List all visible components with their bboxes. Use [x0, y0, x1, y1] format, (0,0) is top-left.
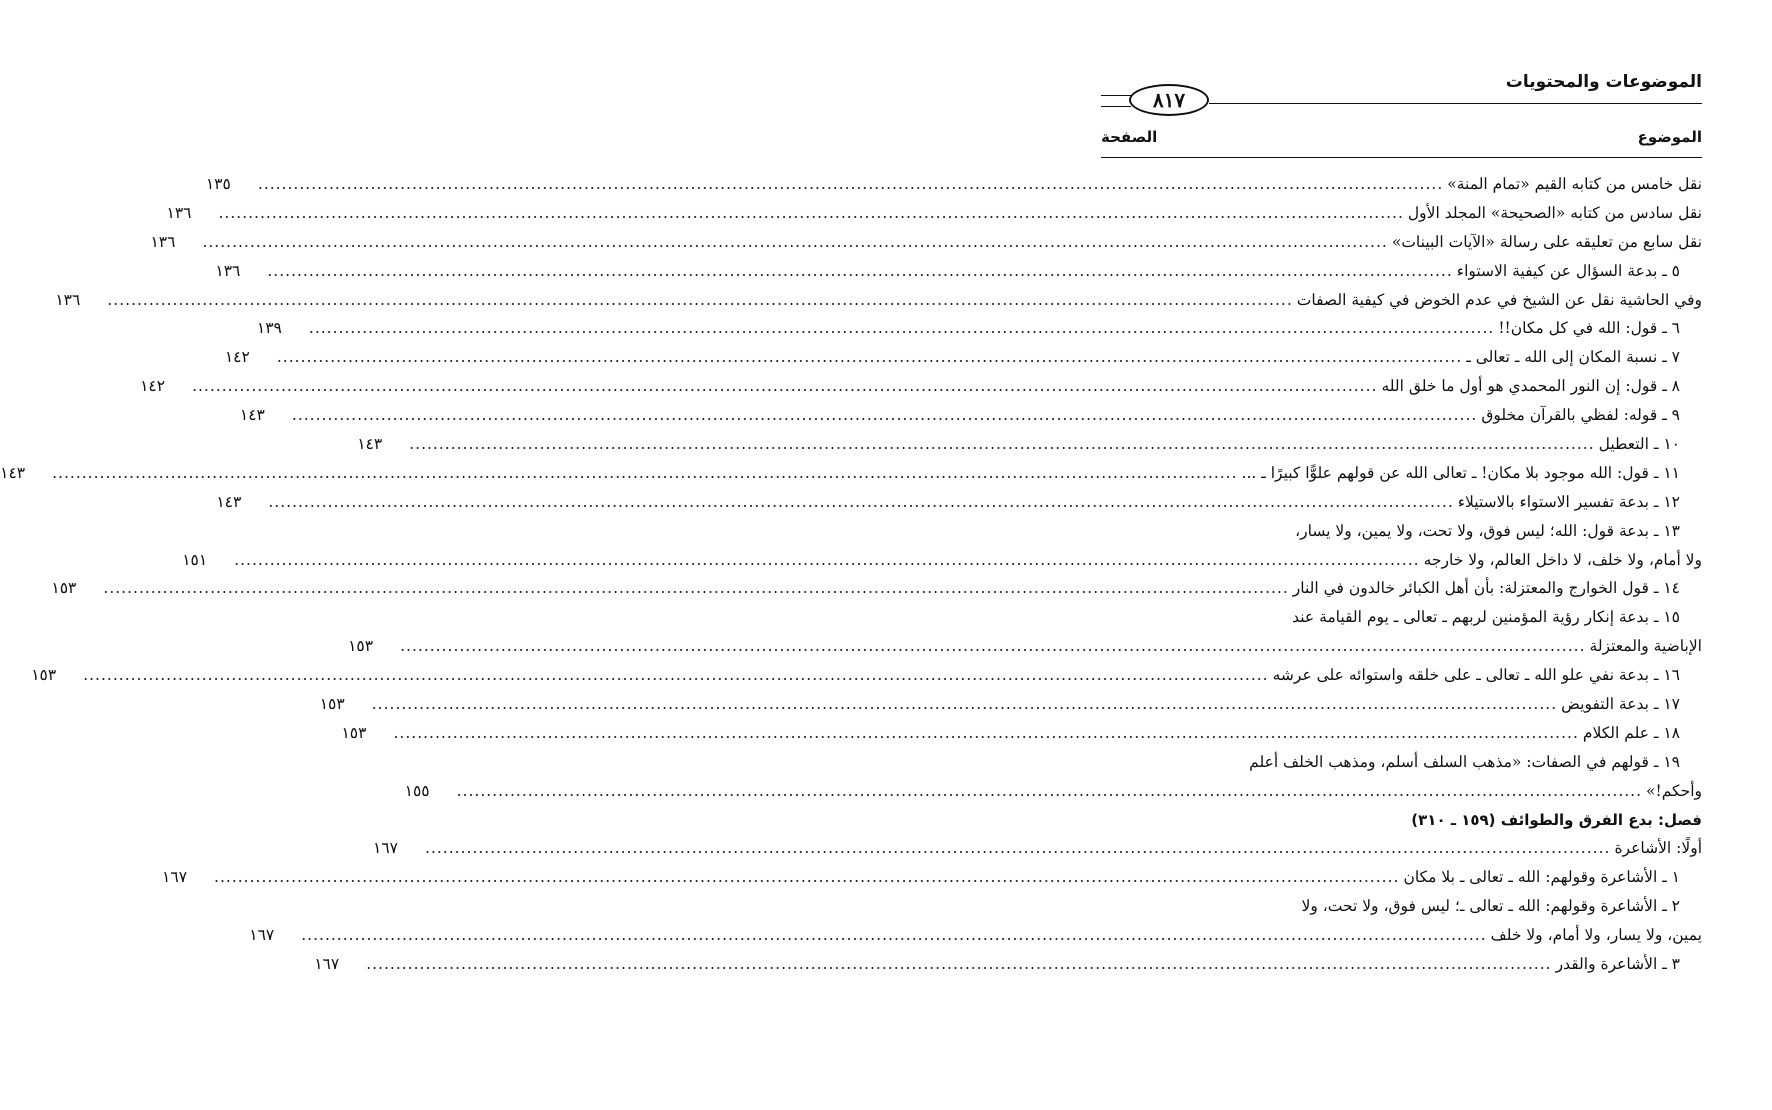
dot-leader: ........................................................................................................................................................................................................	[218, 203, 1404, 222]
entry-page-number: ١٤٢	[224, 348, 250, 367]
section-title: الموضوعات والمحتويات	[1505, 72, 1702, 92]
dot-leader: ........................................................................................................................................................................................................	[234, 550, 1420, 569]
entry-title: ٧ ـ نسبة المكان إلى الله ـ تعالى ـ	[1466, 348, 1680, 367]
dot-leader: ........................................................................................................................................................................................................	[301, 926, 1487, 945]
toc-entry	[182, 517, 1702, 575]
toc-entry	[319, 690, 1702, 719]
toc-entry	[51, 574, 1702, 603]
entry-page-number: ١٥٣	[51, 579, 77, 598]
toc-entry	[166, 199, 1702, 228]
entry-page-number: ١٣٦	[150, 232, 176, 251]
toc-entry	[348, 603, 1702, 661]
entry-title: نقل خامس من كتابه القيم «تمام المنة»	[1447, 175, 1702, 193]
dot-leader: ........................................................................................................................................................................................................	[456, 781, 1643, 800]
chapter-heading	[1095, 806, 1702, 835]
entry-page-number: ١٤٣	[357, 435, 383, 454]
toc-entry	[357, 430, 1702, 459]
entry-page-number: ١٤٣	[216, 492, 242, 511]
entry-page-number: ١٣٥	[205, 175, 231, 193]
toc-entry	[140, 372, 1702, 401]
toc-entry	[404, 748, 1702, 806]
entry-page-number: ١٦٧	[162, 868, 188, 887]
page-column-header: الصفحة	[1101, 128, 1158, 146]
toc-entry	[205, 170, 1702, 199]
dot-leader: ........................................................................................................................................................................................................	[409, 435, 1595, 454]
entry-title: ١٧ ـ بدعة التفويض	[1561, 695, 1680, 714]
dot-leader: ........................................................................................................................................................................................................	[371, 695, 1558, 714]
dot-leader: ........................................................................................................................................................................................................	[276, 348, 1463, 367]
entry-page-number: ١٦٧	[373, 839, 399, 858]
entry-title: نقل سادس من كتابه «الصحيحة» المجلد الأول	[1407, 203, 1702, 222]
entry-title: نقل سابع من تعليقه على رسالة «الآيات البينات»	[1391, 232, 1702, 251]
dot-leader: ........................................................................................................................................................................................................	[268, 492, 1454, 511]
entry-page-number: ١٣٦	[166, 203, 192, 222]
dot-leader: ........................................................................................................................................................................................................	[202, 232, 1388, 251]
dot-leader: ........................................................................................................................................................................................................	[257, 175, 1444, 193]
dot-leader: ........................................................................................................................................................................................................	[400, 637, 1586, 656]
entry-page-number: ١٣٦	[55, 290, 81, 309]
dot-leader: ........................................................................................................................................................................................................	[192, 377, 1378, 396]
dot-leader: ........................................................................................................................................................................................................	[393, 723, 1579, 742]
dot-leader: ........................................................................................................................................................................................................	[291, 406, 1478, 425]
toc-entry	[256, 314, 1702, 343]
entry-page-number: ١٥٥	[404, 781, 430, 800]
toc-entry	[55, 286, 1702, 315]
entry-page-number: ١٦٧	[249, 926, 275, 945]
toc-entry	[249, 892, 1702, 950]
entry-title: وفي الحاشية نقل عن الشيخ في عدم الخوض في كيفية الصفات	[1296, 290, 1702, 309]
entry-title: ١٥ ـ بدعة إنكار رؤية المؤمنين لربهم ـ تعالى ـ يوم القيامة عند	[1292, 608, 1680, 627]
dot-leader: ........................................................................................................................................................................................................	[267, 261, 1453, 280]
toc-entry	[162, 863, 1702, 892]
toc-entry	[216, 488, 1702, 517]
entry-page-number: ١٥٣	[319, 695, 345, 714]
header-rule	[1101, 95, 1131, 96]
entry-title-continued: الإباضية والمعتزلة	[1589, 637, 1702, 656]
entry-page-number: ١٥٣	[341, 723, 367, 742]
entry-title-continued: وأحكم!»	[1646, 781, 1702, 800]
dot-leader: ........................................................................................................................................................................................................	[425, 839, 1611, 858]
entry-title: ١ ـ الأشاعرة وقولهم: الله ـ تعالى ـ بلا مكان	[1403, 868, 1680, 887]
entry-page-number: ١٥٣	[348, 637, 374, 656]
toc-entry	[224, 343, 1702, 372]
page-number-badge	[1129, 84, 1209, 116]
entry-title: ١٢ ـ بدعة تفسير الاستواء بالاستيلاء	[1457, 492, 1680, 511]
entry-page-number: ١٤٢	[140, 377, 166, 396]
entry-page-number: ١٦٧	[314, 955, 340, 974]
chapter-title: فصل: بدع الفرق والطوائف (١٥٩ ـ ٣١٠)	[1411, 810, 1702, 829]
entry-title: أولًا: الأشاعرة	[1614, 839, 1702, 858]
header-rule	[1101, 106, 1131, 107]
dot-leader: ........................................................................................................................................................................................................	[52, 463, 1238, 482]
entry-title: ١٩ ـ قولهم في الصفات: «مذهب السلف أسلم، ومذهب الخلف أعلم	[1249, 752, 1680, 771]
column-headers	[1101, 128, 1702, 154]
page-number: ٨١٧	[1152, 88, 1186, 112]
entry-page-number: ١٥٣	[31, 666, 57, 685]
entry-title: ٢ ـ الأشاعرة وقولهم: الله ـ تعالى ـ؛ ليس فوق، ولا تحت، ولا	[1301, 897, 1680, 916]
entry-page-number: ١٤٣	[0, 463, 26, 482]
entry-title-continued: يمين، ولا يسار، ولا أمام، ولا خلف	[1490, 926, 1702, 945]
column-header-rule	[1101, 157, 1702, 158]
dot-leader: ........................................................................................................................................................................................................	[308, 319, 1495, 338]
entry-title: ١٨ ـ علم الكلام	[1582, 723, 1680, 742]
entry-title: ٨ ـ قول: إن النور المحمدي هو أول ما خلق الله	[1381, 377, 1680, 396]
dot-leader: ........................................................................................................................................................................................................	[214, 868, 1400, 887]
entry-title: ١٠ ـ التعطيل	[1598, 435, 1680, 454]
entry-page-number: ١٤٣	[239, 406, 265, 425]
toc-entry	[341, 719, 1702, 748]
toc-entry	[373, 834, 1702, 863]
entry-title: ١٤ ـ قول الخوارج والمعتزلة: بأن أهل الكبائر خالدون في النار	[1292, 579, 1680, 598]
dot-leader: ........................................................................................................................................................................................................	[366, 955, 1552, 974]
entry-page-number: ١٣٩	[256, 319, 282, 338]
entry-title: ١١ ـ قول: الله موجود بلا مكان! ـ تعالى الله عن قولهم علوًّا كبيرًا ـ ...	[1241, 463, 1680, 482]
toc-list	[0, 170, 1702, 979]
entry-title: ٦ ـ قول: الله في كل مكان!!	[1498, 319, 1680, 338]
toc-entry	[239, 401, 1702, 430]
entry-title-continued: ولا أمام، ولا خلف، لا داخل العالم، ولا خارجه	[1423, 550, 1702, 569]
running-header	[1101, 62, 1702, 114]
entry-title: ١٣ ـ بدعة قول: الله؛ ليس فوق، ولا تحت، ولا يمين، ولا يسار،	[1295, 521, 1680, 540]
entry-page-number: ١٥١	[182, 550, 208, 569]
toc-entry	[215, 257, 1702, 286]
dot-leader: ........................................................................................................................................................................................................	[83, 666, 1269, 685]
toc-entry	[31, 661, 1702, 690]
toc-entry	[150, 228, 1702, 257]
dot-leader: ........................................................................................................................................................................................................	[107, 290, 1293, 309]
entry-title: ٥ ـ بدعة السؤال عن كيفية الاستواء	[1456, 261, 1680, 280]
entry-title: ٩ ـ قوله: لفظي بالقرآن مخلوق	[1481, 406, 1680, 425]
entry-title: ٣ ـ الأشاعرة والقدر	[1555, 955, 1680, 974]
entry-page-number: ١٣٦	[215, 261, 241, 280]
dot-leader: ........................................................................................................................................................................................................	[103, 579, 1289, 598]
entry-title: ١٦ ـ بدعة نفي علو الله ـ تعالى ـ على خلقه واستوائه على عرشه	[1272, 666, 1680, 685]
toc-entry	[0, 459, 1702, 488]
toc-entry	[314, 950, 1702, 979]
topic-column-header: الموضوع	[1637, 128, 1702, 146]
header-rule	[1209, 103, 1702, 104]
